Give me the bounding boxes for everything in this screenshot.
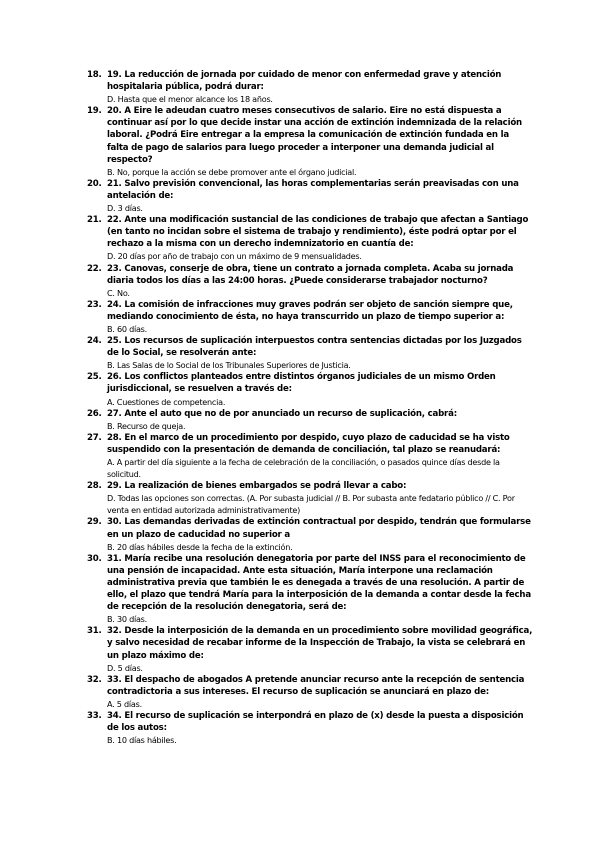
- question-text: 27. Ante el auto que no de por anunciado un recurso de suplicación, cabrá:: [107, 408, 457, 419]
- question-number: 27.: [87, 432, 102, 443]
- answer-text: A. 5 días.: [107, 698, 142, 709]
- question-item: [87, 480, 533, 516]
- answer-text: B. 20 días hábiles desde la fecha de la extinción.: [107, 541, 293, 552]
- question-number: 22.: [87, 263, 102, 274]
- question-number: 24.: [87, 336, 102, 347]
- question-item: [87, 214, 533, 262]
- question-text: 24. La comisión de infracciones muy graves podrán ser objeto de sanción siempre que, mediando conocimiento de ésta, no haya transcurrido un plazo de tiempo superior a:: [107, 299, 513, 322]
- question-text: 29. La realización de bienes embargados se podrá llevar a cabo:: [107, 481, 407, 492]
- answer-text: D. Hasta que el menor alcance los 18 años.: [107, 94, 273, 105]
- question-number: 19.: [87, 106, 102, 117]
- question-number: 29.: [87, 517, 102, 528]
- question-number: 28.: [87, 481, 102, 492]
- question-item: [87, 432, 533, 480]
- question-number: 26.: [87, 408, 102, 419]
- answer-text: A. A partir del día siguiente a la fecha de celebración de la conciliación, o pasados quince días desde la solicitud.: [107, 457, 500, 480]
- question-item: [87, 710, 533, 746]
- question-number: 32.: [87, 674, 102, 685]
- question-number: 18.: [87, 70, 102, 80]
- question-text: 19. La reducción de jornada por cuidado de menor con enfermedad grave y atención hospitalaria pública, podrá durar:: [107, 70, 502, 93]
- question-item: [87, 408, 533, 432]
- answer-text: D. 3 días.: [107, 203, 143, 214]
- question-text: 31. María recibe una resolución denegatoria por parte del INSS para el reconocimiento de una pensión de incapacidad. Ante esta situación, María interpone una reclamación administrativa previa que también le es denegada a través de una resolución. A partir de ello, el plazo que tendrá María para la interposición de la demanda a contar desde la fecha de recepción de la resolución denegatoria, será de:: [107, 553, 531, 613]
- question-item: [87, 263, 533, 299]
- question-text: 20. A Eire le adeudan cuatro meses consecutivos de salario. Eire no está dispuesta a continuar así por lo que decide instar una acción de extinción indemnizada de la relación laboral. ¿Podrá Eire entregar a la empresa la comunicación de extinción fundada en la falta de pago de salarios para luego proceder a interponer una demanda judicial al respecto?: [107, 106, 522, 165]
- question-text: 21. Salvo previsión convencional, las horas complementarias serán preavisadas con una antelación de:: [107, 178, 519, 201]
- question-text: 32. Desde la interposición de la demanda en un procedimiento sobre movilidad geográfica, y salvo necesidad de recabar informe de la Inspección de Trabajo, la vista se celebrará en un plazo máximo de:: [107, 626, 533, 661]
- question-item: [87, 516, 533, 552]
- question-text: 26. Los conflictos planteados entre distintos órganos judiciales de un mismo Orden jurisdiccional, se resuelven a través de:: [107, 372, 496, 395]
- answer-text: D. Todas las opciones son correctas. (A. Por subasta judicial // B. Por subasta ante fedatario público // C. Por venta en entidad autorizada administrativamente): [107, 493, 515, 516]
- answer-text: D. 20 días por año de trabajo con un máximo de 9 mensualidades.: [107, 251, 362, 262]
- question-item: [87, 625, 533, 673]
- question-item: [87, 105, 533, 178]
- answer-text: A. Cuestiones de competencia.: [107, 396, 226, 407]
- question-item: [87, 371, 533, 407]
- answer-text: B. No, porque la acción se debe promover ante el órgano judicial.: [107, 166, 357, 177]
- answer-text: D. 5 días.: [107, 662, 143, 673]
- question-number: 23.: [87, 299, 102, 310]
- question-item: [87, 178, 533, 214]
- question-text: 28. En el marco de un procedimiento por despido, cuyo plazo de caducidad se ha visto suspendido con la presentación de demanda de conciliación, tal plazo se reanudará:: [107, 432, 510, 455]
- answer-text: C. No.: [107, 287, 130, 298]
- question-text: 25. Los recursos de suplicación interpuestos contra sentencias dictadas por los Juzgados de lo Social, se resolverán ante:: [107, 336, 522, 359]
- question-text: 34. El recurso de suplicación se interpondrá en plazo de (x) desde la puesta a disposición de los autos:: [107, 710, 524, 734]
- answer-text: B. 30 días.: [107, 614, 147, 625]
- answer-text: B. Recurso de queja.: [107, 420, 186, 431]
- question-list: [87, 69, 533, 746]
- answer-text: B. 60 días.: [107, 323, 147, 334]
- answer-text: B. Las Salas de lo Social de los Tribunales Superiores de Justicia.: [107, 360, 351, 371]
- question-item: [87, 299, 533, 335]
- question-text: 30. Las demandas derivadas de extinción contractual por despido, tendrán que formularse en un plazo de caducidad no superior a: [107, 517, 531, 540]
- question-number: 25.: [87, 372, 102, 383]
- question-number: 21.: [87, 215, 102, 226]
- question-item: [87, 553, 533, 626]
- question-number: 30.: [87, 553, 102, 564]
- answer-text: B. 10 días hábiles.: [107, 735, 177, 746]
- question-item: [87, 674, 533, 710]
- question-text: 22. Ante una modificación sustancial de las condiciones de trabajo que afectan a Santiago (en tanto no incidan sobre el sistema de trabajo y rendimiento), éste podrá optar por el rechazo a la misma con un derecho indemnizatorio en cuantía de:: [107, 215, 529, 250]
- question-number: 33.: [87, 710, 102, 721]
- question-item: [87, 335, 533, 371]
- question-text: 23. Canovas, conserje de obra, tiene un contrato a jornada completa. Acaba su jornada diaria todos los días a las 24:00 horas. ¿Puede considerarse trabajador nocturno?: [107, 263, 514, 286]
- question-text: 33. El despacho de abogados A pretende anunciar recurso ante la recepción de sentencia contradictoria a sus intereses. El recurso de suplicación se anunciará en plazo de:: [107, 674, 525, 697]
- question-number: 20.: [87, 178, 102, 189]
- question-item: [87, 69, 533, 105]
- question-number: 31.: [87, 626, 102, 637]
